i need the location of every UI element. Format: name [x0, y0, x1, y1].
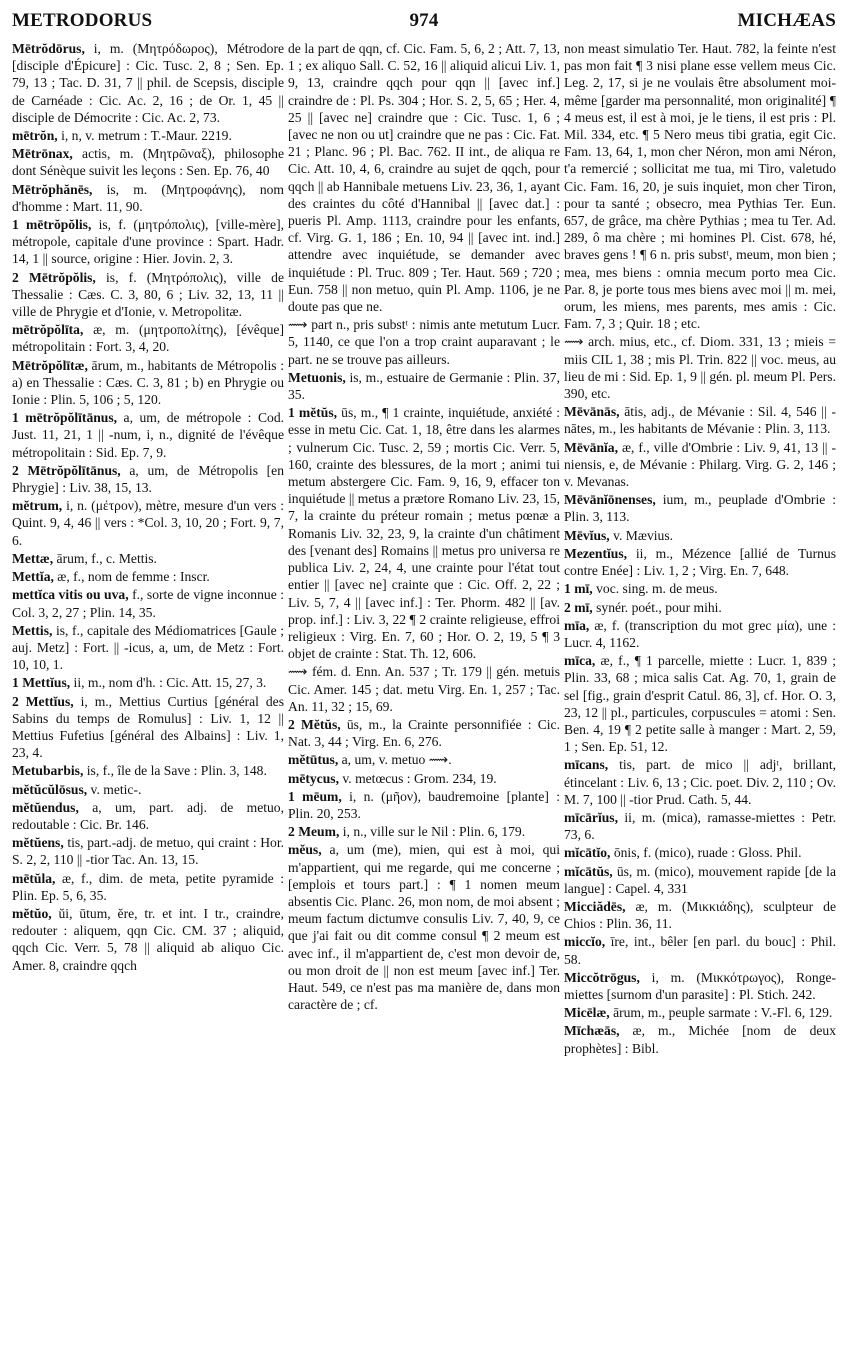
- dictionary-entry: [564, 439, 836, 491]
- column-right: [564, 40, 836, 1058]
- dictionary-entry: [12, 622, 284, 674]
- entry-definition: f., sorte de vigne inconnue : Col. 3, 2, 27 ; Plin. 14, 35.: [12, 587, 284, 620]
- entry-headword: Mēvānās,: [564, 404, 620, 420]
- entry-definition: ātis, adj., de Mévanie : Sil. 4, 546 || -nātes, m., les habitants de Mévanie : Plin. 3, 113.: [564, 404, 836, 437]
- dictionary-entry: [12, 145, 284, 179]
- dictionary-entry: [12, 409, 284, 461]
- dictionary-entry: [564, 580, 836, 597]
- dictionary-entry: [288, 788, 560, 822]
- entry-definition: æ, f., ville d'Ombrie : Liv. 9, 41, 13 || -niensis, e, de Mévanie : Philarg. Virg. G. 2, 146 ; v. Mevanas.: [564, 439, 836, 490]
- dictionary-entry: [564, 545, 836, 579]
- entry-definition: voc. sing. m. de meus.: [592, 581, 718, 597]
- entry-definition: ūs, m., la Crainte personnifiée : Cic. Nat. 3, 44 ; Virg. En. 6, 276.: [288, 716, 560, 750]
- dictionary-entry: [12, 905, 284, 974]
- dictionary-entry: [564, 863, 836, 897]
- entry-headword: Mettæ,: [12, 550, 54, 566]
- entry-headword: mĕtūtus,: [288, 752, 339, 768]
- dictionary-entry: [12, 693, 284, 762]
- entry-definition: æ, f., ¶ 1 parcelle, miette : Lucr. 1, 839 ; Plin. 33, 68 ; mica salis Cat. Ag. 70, 1, grain de sel [fig., grain d'esprit Catul. 86, 3], cf. Hor. O. 3, 23, 12 || pl., particules, corpuscules = atomi : Sen. Ben. 4, 19 ¶ 2 petite salle à manger : Mart. 2, 59, 1 ; Sen. Ep. 51, 12.: [564, 653, 836, 755]
- entry-definition: ii, m. (mica), ramasse-miettes : Petr. 73, 6.: [564, 809, 836, 843]
- dictionary-entry: [288, 751, 560, 768]
- dictionary-entry: [12, 127, 284, 144]
- dictionary-entry: [12, 834, 284, 868]
- entry-headword: 2 Mētrŏpŏlis,: [12, 269, 96, 285]
- entry-headword: mētrŏn,: [12, 128, 58, 144]
- entry-definition: æ, m. (Μικκιάδης), sculpteur de Chios : Plin. 36, 11.: [564, 898, 836, 932]
- dictionary-entry: [288, 716, 560, 750]
- dictionary-entry: [288, 823, 560, 840]
- entry-headword: mīcans,: [564, 757, 609, 773]
- dictionary-entry: [288, 770, 560, 787]
- entry-headword: mīcārĭus,: [564, 809, 618, 825]
- entry-definition: actis, m. (Μητρῶναξ), philosophe dont Sénèque suivit les leçons : Sen. Ep. 76, 40: [12, 146, 284, 179]
- entry-headword: 1 mĕtŭs,: [288, 405, 338, 421]
- entry-definition: æ, m., Michée [nom de deux prophètes] : Bibl.: [564, 1023, 836, 1056]
- entry-headword: mĕtŭens,: [12, 835, 64, 851]
- entry-headword: Mettis,: [12, 622, 53, 638]
- entry-headword: 1 mēum,: [288, 788, 342, 804]
- entry-definition: ūs, m., ¶ 1 crainte, inquiétude, anxiété : esse in metu Cic. Cat. 1, 18, être dans les alarmes ; vulnerum Cic. Tusc. 2, 59 ; mortis Cic. Verr. 5, 160, crainte des blessures, de la mort ; animi tui metum abstergere Cic. Fam. 9, 16, 9, effacer ton inquiétude || metus a prætore Romano Liv. 23, 15, 7, la crainte du préteur romain ; metus pœnæ a Romanis Liv. 32, 23, 9, la crainte d'un châtiment des [venant des] Romains || metus pro universa re publica Liv. 2, 24, 4, une crainte pour l'état tout entier || [avec ne] crainte que : Cic. Off. 2, 22 ; Liv. 5, 7, 4 || [avec inf.] : Ter. Phorm. 482 || [av. prop. inf.] : Liv. 3, 22 ¶ 2 crainte religieuse, effroi religieux : Virg. En. 7, 60 ; Hor. O. 2, 19, 5 ¶ 3 objet de crainte : Stat. Th. 12, 606.: [288, 405, 560, 662]
- entry-headword: Metuonis,: [288, 369, 346, 385]
- entry-headword: Mēvĭus,: [564, 527, 610, 543]
- entry-headword: Mētrŏdōrus,: [12, 41, 85, 56]
- entry-definition: i, n. (μέτρον), mètre, mesure d'un vers : Quint. 9, 4, 46 || vers : *Col. 3, 10, 20 ; Fort. 9, 7, 6.: [12, 498, 284, 548]
- entry-definition: a, um, part. adj. de metuo, redoutable : Cic. Br. 146.: [12, 799, 284, 832]
- running-head-right: MICHÆAS: [737, 10, 836, 31]
- entry-definition: æ, f., nom de femme : Inscr.: [53, 569, 210, 585]
- entry-headword: Micēlæ,: [564, 1005, 610, 1021]
- dictionary-entry: [12, 870, 284, 904]
- dictionary-entry: [564, 809, 836, 843]
- entry-definition: æ, f., dim. de meta, petite pyramide : Plin. Ep. 5, 6, 35.: [12, 870, 284, 903]
- entry-definition: ⟿ arch. mius, etc., cf. Diom. 331, 13 ; mieis = miis CIL 1, 38 ; mis Pl. Trin. 822 || voc. meus, au lieu de mi : Sid. Ep. 1, 9 || gén. pl. meum Pl. Pers. 390, etc.: [564, 334, 836, 402]
- dictionary-entry: [564, 333, 836, 402]
- entry-headword: Mettĭa,: [12, 569, 54, 585]
- dictionary-entry: [564, 40, 836, 332]
- entry-definition: ŭi, ūtum, ĕre, tr. et int. I tr., craindre, redouter : aliquem, qqn Cic. CM. 37 ; aliquid, qqch Cic. Verr. 5, 78 || aliquid ab aliquo Cic. Amer. 8, craindre qqch: [12, 905, 284, 973]
- entry-headword: mettĭca vitis ou uva,: [12, 587, 129, 603]
- entry-headword: Miccŏtrōgus,: [564, 969, 640, 985]
- entry-definition: ārum, m., peuple sarmate : V.-Fl. 6, 129.: [609, 1005, 833, 1021]
- dictionary-entry: [12, 568, 284, 585]
- entry-definition: is, m. (Μητροφάνης), nom d'homme : Mart. 11, 90.: [12, 181, 284, 214]
- dictionary-entry: [564, 969, 836, 1003]
- entry-definition: is, f. (μητρόπολις), [ville-mère], métropole, capitale d'une province : Spart. Hadr. 14, 1 || source, origine : Hier. Jovin. 2, 3.: [12, 217, 284, 267]
- dictionary-entry: [12, 40, 284, 126]
- dictionary-entry: [12, 181, 284, 215]
- entry-definition: a, um, de métropole : Cod. Just. 11, 21, 1 || -num, i, n., dignité de l'évêque métropolitain : Sid. Ep. 7, 9.: [12, 410, 285, 460]
- entry-definition: ii, m., Mézence [allié de Turnus contre Enée] : Liv. 1, 2 ; Virg. En. 7, 648.: [564, 545, 836, 579]
- entry-headword: 2 Mettĭus,: [12, 693, 74, 709]
- text-columns: [12, 40, 836, 1058]
- entry-definition: ii, m., nom d'h. : Cic. Att. 15, 27, 3.: [70, 675, 267, 691]
- dictionary-entry: [288, 316, 560, 368]
- entry-headword: 1 mētrŏpŏlis,: [12, 217, 92, 233]
- dictionary-entry: [12, 357, 284, 409]
- entry-headword: Micciădēs,: [564, 898, 626, 914]
- entry-headword: 1 Mettĭus,: [12, 675, 71, 691]
- entry-definition: īre, int., bêler [en parl. du bouc] : Phil. 58.: [564, 934, 836, 967]
- entry-headword: Mētrōnax,: [12, 146, 73, 162]
- entry-definition: ārum, m., habitants de Métropolis : a) en Thessalie : Cæs. C. 3, 81 ; b) en Phrygie ou Ionie : Plin. 5, 106 ; 5, 120.: [12, 357, 284, 408]
- entry-definition: i, n, v. metrum : T.-Maur. 2219.: [57, 128, 232, 144]
- entry-definition: ūs, m. (mico), mouvement rapide [de la langue] : Capel. 4, 331: [564, 863, 836, 896]
- entry-headword: 2 mī,: [564, 599, 593, 615]
- entry-headword: Mētrŏpŏlītæ,: [12, 357, 88, 373]
- column-left: [12, 40, 284, 1058]
- dictionary-entry: [564, 1022, 836, 1056]
- entry-definition: ⟿ part n., pris substᵗ : nimis ante metutum Lucr. 5, 1140, ce que l'on a trop craint auparavant ; le part. ne se trouve pas ailleurs.: [288, 317, 560, 367]
- entry-headword: mētrŏpŏlīta,: [12, 322, 84, 338]
- dictionary-entry: [12, 550, 284, 567]
- dictionary-entry: [564, 652, 836, 755]
- entry-definition: is, f. (Μητρόπολις), ville de Thessalie : Cæs. C. 3, 80, 6 ; Liv. 32, 13, 11 || ville de Phrygie et d'Ionie, v. Metropolitæ.: [12, 269, 284, 320]
- dictionary-entry: [12, 674, 284, 691]
- entry-definition: ium, m., peuplade d'Ombrie : Plin. 3, 113.: [564, 492, 836, 525]
- entry-headword: 2 Mētrŏpŏlītānus,: [12, 462, 121, 478]
- dictionary-entry: [564, 844, 836, 861]
- dictionary-entry: [12, 762, 284, 779]
- dictionary-entry: [288, 404, 560, 662]
- entry-definition: a, um (me), mien, qui est à moi, qui m'appartient, qui me regarde, qui me concerne ; [emplois et tours part.] : ¶ 1 nomen meum absentis Cic. Planc. 26, mon nom, de moi absent ; meum factum dictumve consulis Liv. 7, 40, 9, ce que j'ai fait ou dit comme consul ¶ 2 meum est avec inf., il m'appartient de, c'est mon devoir de, ou mon droit de || non est meum [avec inf.] Ter. Haut. 549, ce n'est pas ma manière de, dans mon caractère de ; cf.: [288, 842, 560, 1013]
- dictionary-entry: [12, 586, 284, 620]
- entry-headword: Mēvānĭa,: [564, 439, 618, 455]
- entry-definition: a, um, v. metuo ⟿.: [338, 752, 452, 768]
- entry-headword: mĕtŭcŭlōsus,: [12, 781, 88, 797]
- entry-definition: i, m. (Μητρόδωρος), Métrodore [disciple d'Épicure] : Cic. Tusc. 2, 8 ; Sen. Ep. 79, 13 ; Tac. D. 31, 7 || phil. de Scepsis, disciple de Carnéade : Cic. Ac. 2, 16 ; de Or. 1, 45 || disciple de Démocrite : Cic. Ac. 2, 73.: [12, 41, 284, 125]
- entry-definition: v. Mævius.: [609, 527, 674, 543]
- dictionary-entry: [288, 369, 560, 403]
- entry-headword: 1 mētrŏpŏlītānus,: [12, 410, 118, 426]
- entry-headword: mīa,: [564, 617, 590, 633]
- dictionary-entry: [564, 617, 836, 651]
- entry-headword: 1 mī,: [564, 581, 593, 597]
- page-header: [12, 10, 836, 36]
- dictionary-entry: [288, 40, 560, 315]
- entry-definition: is, m., estuaire de Germanie : Plin. 37, 35.: [288, 369, 560, 403]
- entry-definition: tis, part.-adj. de metuo, qui craint : Hor. S. 2, 2, 110 || -tior Tac. An. 13, 15.: [12, 835, 284, 868]
- entry-headword: mĕtŭendus,: [12, 799, 79, 815]
- running-head-left: METRODORUS: [12, 10, 153, 31]
- entry-definition: synér. poét., pour mihi.: [592, 599, 722, 615]
- entry-headword: mētŭla,: [12, 870, 56, 886]
- dictionary-entry: [12, 269, 284, 321]
- entry-definition: ōnis, f. (mico), ruade : Gloss. Phil.: [610, 845, 802, 861]
- entry-headword: Mezentĭus,: [564, 545, 628, 561]
- entry-headword: mĭcātŭs,: [564, 863, 613, 879]
- dictionary-entry: [564, 491, 836, 525]
- dictionary-entry: [12, 799, 284, 833]
- dictionary-entry: [12, 462, 284, 496]
- entry-definition: i, m., Mettius Curtius [général des Sabins du temps de Romulus] : Liv. 1, 12 || Mettius Fufetius [général des Albains] : Liv. 1, 23, 4.: [12, 693, 284, 761]
- entry-definition: æ, m. (μητροπολίτης), [évêque] métropolitain : Fort. 3, 4, 20.: [12, 322, 284, 355]
- entry-headword: Mētrŏphănēs,: [12, 181, 93, 197]
- entry-definition: is, f., capitale des Médiomatrices [Gaule ; auj. Metz] : Fort. || -icus, a, um, de Metz : Fort. 10, 10, 1.: [12, 622, 284, 673]
- dictionary-entry: [288, 663, 560, 715]
- entry-headword: mĭcātĭo,: [564, 845, 611, 861]
- entry-headword: mĕus,: [288, 842, 322, 858]
- entry-definition: v. metic-.: [87, 781, 142, 797]
- entry-definition: a, um, de Métropolis [en Phrygie] : Liv. 38, 15, 13.: [12, 462, 284, 496]
- dictionary-entry: [564, 527, 836, 544]
- dictionary-entry: [12, 781, 284, 798]
- dictionary-entry: [564, 599, 836, 616]
- entry-definition: de la part de qqn, cf. Cic. Fam. 5, 6, 2 ; Att. 7, 13, 1 ; ex aliquo Sall. C. 52, 16 || aliquid alicui Liv. 1, 9, 13, craindre qqch pour qqn || [avec inf.] craindre de : Pl. Ps. 304 ; Hor. S. 2, 5, 65 ; Her. 4, 25 || [avec ne] craindre que : Cic. Tusc. 1, 6 ; [avec ne non ou ut] craindre que ne pas : Cic. Fat. 21 ; Planc. 96 ; Pl. Bac. 762. II int., de aliqua re Cic. Att. 10, 4, 6, craindre au sujet de qqch, pour qqch || ab Hannibale metuens Liv. 23, 36, 1, ayant des craintes du côté d'Hannibal || [avec dat.] : pueris Pl. Amp. 1113, craindre pour les enfants, cf. Virg. G. 1, 186 ; En. 10, 94 || [avec int. ind.] attendre avec inquiétude, se demander avec inquiétude : Pl. Truc. 809 ; Ter. Haut. 569 ; 720 ; Eun. 758 || non metuo, quin Pl. Amp. 1106, je ne doute pas que ne.: [288, 41, 560, 315]
- entry-headword: 2 Meum,: [288, 824, 340, 840]
- entry-definition: is, f., île de la Save : Plin. 3, 148.: [83, 763, 267, 779]
- dictionary-entry: [564, 1004, 836, 1021]
- dictionary-entry: [564, 403, 836, 437]
- dictionary-entry: [12, 497, 284, 549]
- dictionary-entry: [564, 933, 836, 967]
- entry-headword: mĕtŭo,: [12, 905, 52, 921]
- entry-headword: 2 Mĕtŭs,: [288, 716, 341, 732]
- dictionary-entry: [564, 898, 836, 932]
- entry-headword: mīca,: [564, 653, 596, 669]
- entry-definition: ārum, f., c. Mettis.: [53, 550, 157, 566]
- entry-headword: Metubarbis,: [12, 763, 84, 779]
- dictionary-entry: [564, 756, 836, 808]
- entry-definition: i, m. (Μικκότρωγος), Ronge-miettes [surnom d'un parasite] : Pl. Stich. 242.: [564, 969, 836, 1002]
- entry-headword: mĕtrum,: [12, 498, 63, 514]
- entry-definition: i, n., ville sur le Nil : Plin. 6, 179.: [339, 824, 526, 840]
- entry-definition: æ, f. (transcription du mot grec μία), une : Lucr. 4, 1162.: [564, 617, 836, 650]
- dictionary-entry: [12, 216, 284, 268]
- entry-definition: i, n. (μῆον), baudremoine [plante] : Plin. 20, 253.: [288, 788, 560, 821]
- entry-headword: Mēvānĭōnenses,: [564, 492, 656, 508]
- entry-headword: mētycus,: [288, 770, 339, 786]
- column-middle: [288, 40, 560, 1058]
- entry-definition: v. metœcus : Grom. 234, 19.: [338, 770, 497, 786]
- dictionary-entry: [288, 841, 560, 1013]
- entry-definition: ⟿ fém. d. Enn. An. 537 ; Tr. 179 || gén. metuis Cic. Amer. 145 ; dat. metu Virg. En. 1, 257 ; Tac. An. 11, 32 ; 15, 69.: [288, 664, 560, 714]
- entry-headword: miccĭo,: [564, 934, 606, 950]
- page-number: 974: [409, 10, 439, 31]
- entry-definition: tis, part. de mico || adjᵗ, brillant, étincelant : Liv. 6, 13 ; Cic. poet. Div. 2, 110 ; Ov. M. 7, 100 || -tior Prud. Cath. 5, 44.: [564, 757, 836, 807]
- dictionary-entry: [12, 321, 284, 355]
- entry-definition: non meast simulatio Ter. Haut. 782, la feinte n'est pas mon fait ¶ 3 nisi plane esse vellem meus Cic. Leg. 2, 17, si je ne voulais être absolument moi-même [garder ma personnalité, mon originalité] ¶ 4 meus est, il est à moi, je le tiens, il est pris : Pl. Mil. 334, etc. ¶ 5 Nero meus tibi gratia, egit Cic. Fam. 13, 64, 1, mon cher Néron, mon ami Néron, t'a remercié ; sollicitat me tua, mi Tiro, valetudo Cic. Fam. 16, 20, je suis inquiet, mon cher Tiron, pour ta santé ; obsecro, mea Pythias Ter. Eun. 657, de grâce, ma chère Pythias ; mea tu Ter. Ad. 289, ô ma chère ; mi homines Pl. Cist. 678, hé, braves gens ! ¶ 6 n. pris substᵗ, meum, mon bien ; mea, mes biens : omnia mecum porto mea Cic. Par. 8, je porte tous mes biens avec moi || m. mei, orum, les miens, mes parents, mes amis : Cic. Fam. 7, 3 ; Quir. 18 ; etc.: [564, 41, 836, 332]
- entry-headword: Mīchæās,: [564, 1023, 620, 1039]
